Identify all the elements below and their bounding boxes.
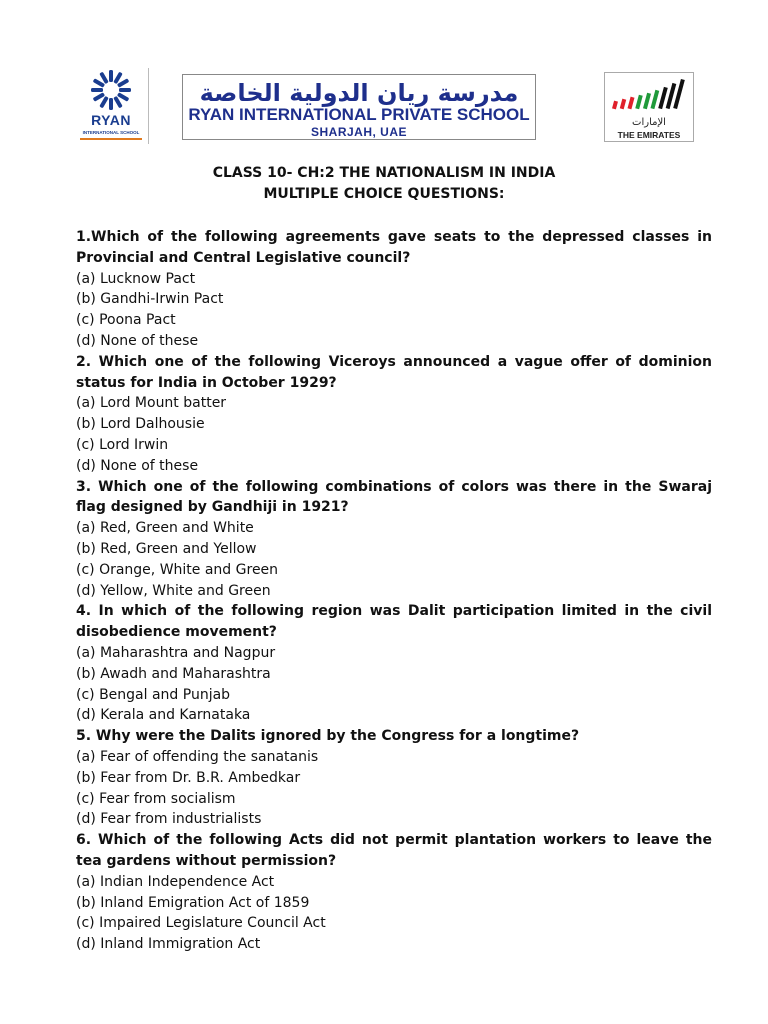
question-text: 5. Why were the Dalits ignored by the Congress for a longtime? xyxy=(76,728,580,745)
answer-option: (b) Lord Dalhousie xyxy=(76,416,205,433)
answer-option: (c) Bengal and Punjab xyxy=(76,686,231,703)
school-name: RYAN INTERNATIONAL PRIVATE SCHOOL xyxy=(188,105,530,124)
question-block xyxy=(76,227,712,352)
answer-option: (d) Inland Immigration Act xyxy=(76,936,261,953)
answer-option: (c) Poona Pact xyxy=(76,312,176,329)
question-text: 4. In which of the following region was Dalit participation limited in the civil disobedience movement? xyxy=(76,603,712,641)
school-location: SHARJAH, UAE xyxy=(310,125,407,139)
answer-option: (c) Impaired Legislature Council Act xyxy=(76,915,326,932)
answer-option: (c) Orange, White and Green xyxy=(76,561,279,578)
question-block xyxy=(76,726,712,830)
answer-option: (b) Awadh and Maharashtra xyxy=(76,665,271,682)
emirates-logo-arabic: الإمارات xyxy=(632,117,666,128)
answer-option: (c) Fear from socialism xyxy=(76,790,236,807)
question-block xyxy=(76,477,712,602)
answer-option: (b) Inland Emigration Act of 1859 xyxy=(76,894,310,911)
answer-option: (c) Lord Irwin xyxy=(76,436,169,453)
ryan-logo xyxy=(74,68,149,144)
answer-option: (a) Fear of offending the sanatanis xyxy=(76,748,319,765)
answer-option: (a) Lord Mount batter xyxy=(76,395,227,412)
answer-option: (d) None of these xyxy=(76,457,199,474)
question-text: 1.Which of the following agreements gave seats to the depressed classes in Provincial and Central Legislative council? xyxy=(76,229,712,266)
answer-option: (b) Red, Green and Yellow xyxy=(76,540,257,557)
question-block xyxy=(76,601,712,726)
document-title: CLASS 10- CH:2 THE NATIONALISM IN INDIA xyxy=(212,165,556,181)
question-list xyxy=(76,227,712,955)
question-text: 6. Which of the following Acts did not permit plantation workers to leave the tea gardens without permission? xyxy=(76,832,712,869)
emirates-bars-icon xyxy=(609,77,691,117)
question-text: 2. Which one of the following Viceroys announced a vague offer of dominion status for India in October 1929? xyxy=(76,353,712,391)
document-subtitle: MULTIPLE CHOICE QUESTIONS: xyxy=(263,186,505,202)
answer-option: (a) Indian Independence Act xyxy=(76,873,275,890)
question-text: 3. Which one of the following combinations of colors was there in the Swaraj flag designed by Gandhiji in 1921? xyxy=(76,478,712,516)
ryan-logo-text: RYAN xyxy=(91,112,131,128)
sunburst-icon xyxy=(86,68,136,112)
the-emirates-logo xyxy=(604,72,694,142)
answer-option: (b) Fear from Dr. B.R. Ambedkar xyxy=(76,769,301,786)
answer-option: (a) Lucknow Pact xyxy=(76,270,196,287)
question-block xyxy=(76,352,712,477)
school-name-banner xyxy=(182,74,536,140)
answer-option: (d) None of these xyxy=(76,332,199,349)
answer-option: (d) Kerala and Karnataka xyxy=(76,707,251,724)
answer-option: (d) Yellow, White and Green xyxy=(76,582,271,599)
answer-option: (a) Red, Green and White xyxy=(76,520,254,537)
school-name-arabic: مدرسة ريان الدولية الخاصة xyxy=(199,79,519,107)
ryan-logo-subtext: INTERNATIONAL SCHOOL xyxy=(82,130,140,135)
emirates-logo-text: THE EMIRATES xyxy=(617,130,681,140)
question-block xyxy=(76,830,712,955)
answer-option: (a) Maharashtra and Nagpur xyxy=(76,644,276,661)
answer-option: (d) Fear from industrialists xyxy=(76,811,262,828)
letterhead xyxy=(0,66,768,146)
answer-option: (b) Gandhi-Irwin Pact xyxy=(76,291,224,308)
ryan-logo-underline xyxy=(80,138,142,140)
